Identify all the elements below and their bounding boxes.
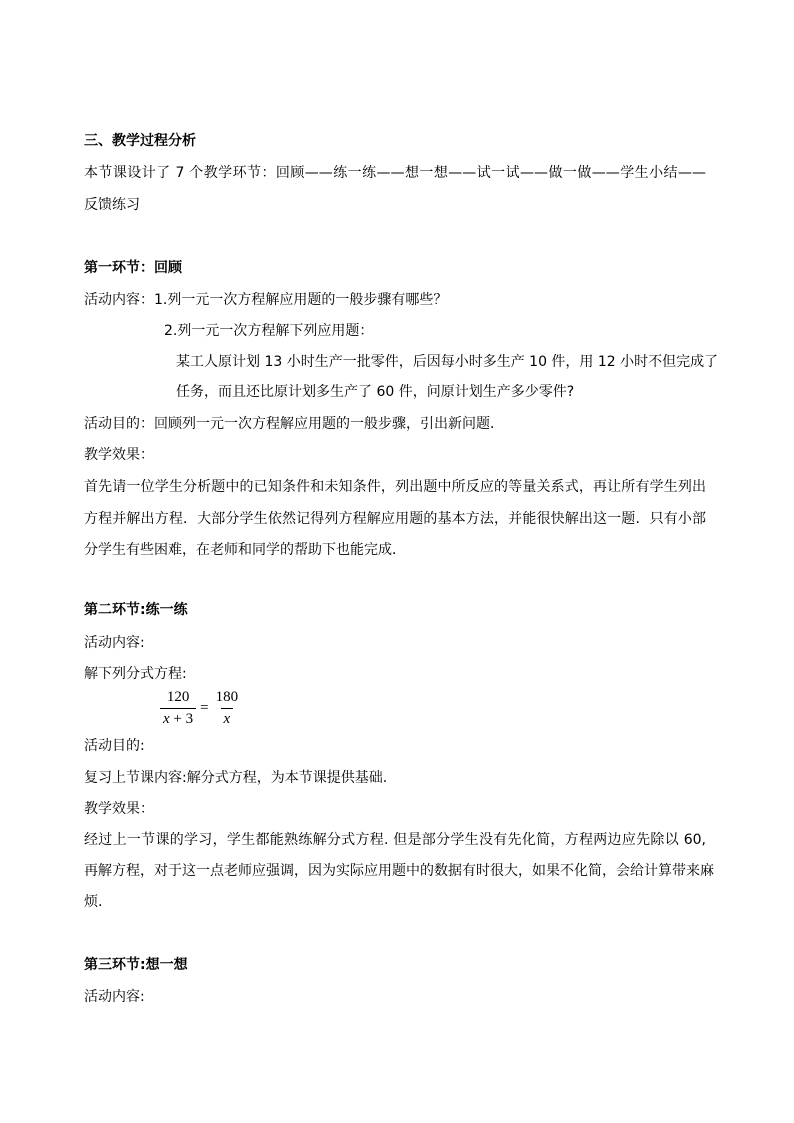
- step3-content-label: 活动内容:: [84, 989, 145, 1005]
- left-denominator: [160, 708, 196, 729]
- step2-task: 解下列分式方程:: [84, 666, 187, 682]
- step2-purpose-label: 活动目的:: [84, 738, 145, 754]
- step1-problem-line-2: 任务，而且还比原计划多生产了 60 件，问原计划生产多少零件?: [176, 384, 575, 400]
- step2-purpose: 复习上节课内容:解分式方程，为本节课提供基础.: [84, 770, 388, 786]
- step2-effect-label: 教学效果：: [84, 801, 154, 817]
- step1-heading: 第一环节：回顾: [84, 260, 182, 276]
- step3-heading: 第三环节:想一想: [84, 957, 188, 973]
- right-denominator: [221, 708, 234, 729]
- intro-line-2: 反馈练习: [84, 197, 140, 213]
- left-denominator-constant: + 3: [169, 710, 194, 727]
- step1-content-item2: 2.列一元一次方程解下列应用题：: [164, 323, 374, 339]
- left-fraction: [160, 688, 196, 729]
- step1-effect-line-2: 方程并解出方程．大部分学生依然记得列方程解应用题的基本方法，并能很快解出这一题．只有小部: [84, 511, 706, 527]
- equals-sign: =: [200, 699, 209, 716]
- left-denominator-variable: x: [163, 710, 170, 727]
- step2-heading: 第二环节:练一练: [84, 602, 188, 618]
- step1-effect-label: 教学效果：: [84, 447, 154, 463]
- step2-effect-line-2: 再解方程，对于这一点老师应强调，因为实际应用题中的数据有时很大，如果不化简，会给计算带来麻: [84, 863, 714, 879]
- step2-effect-line-3: 烦.: [84, 894, 103, 910]
- step1-effect-line-3: 分学生有些困难，在老师和同学的帮助下也能完成．: [84, 542, 406, 558]
- right-denominator-variable: x: [223, 710, 231, 727]
- step1-content-item1: 活动内容：1.列一元一次方程解应用题的一般步骤有哪些？: [84, 292, 448, 308]
- intro-line-1: 本节课设计了 7 个教学环节：回顾——练一练——想一想——试一试——做一做——学生小结——: [84, 165, 706, 181]
- step1-purpose: 活动目的：回顾列一元一次方程解应用题的一般步骤，引出新问题．: [84, 416, 504, 432]
- right-fraction: [213, 688, 242, 729]
- left-numerator: 120: [166, 688, 190, 705]
- step1-effect-line-1: 首先请一位学生分析题中的已知条件和未知条件，列出题中所反应的等量关系式，再让所有学生列出: [84, 479, 706, 495]
- fraction-equation: [160, 684, 241, 732]
- section-title: 三、教学过程分析: [84, 133, 196, 149]
- right-numerator: 180: [215, 688, 239, 705]
- step2-content-label: 活动内容:: [84, 635, 145, 651]
- step1-problem-line-1: 某工人原计划 13 小时生产一批零件，后因每小时多生产 10 件，用 12 小时不但完成了: [176, 354, 719, 370]
- step2-effect-line-1: 经过上一节课的学习，学生都能熟练解分式方程. 但是部分学生没有先化简，方程两边应先除以 60,: [84, 832, 706, 848]
